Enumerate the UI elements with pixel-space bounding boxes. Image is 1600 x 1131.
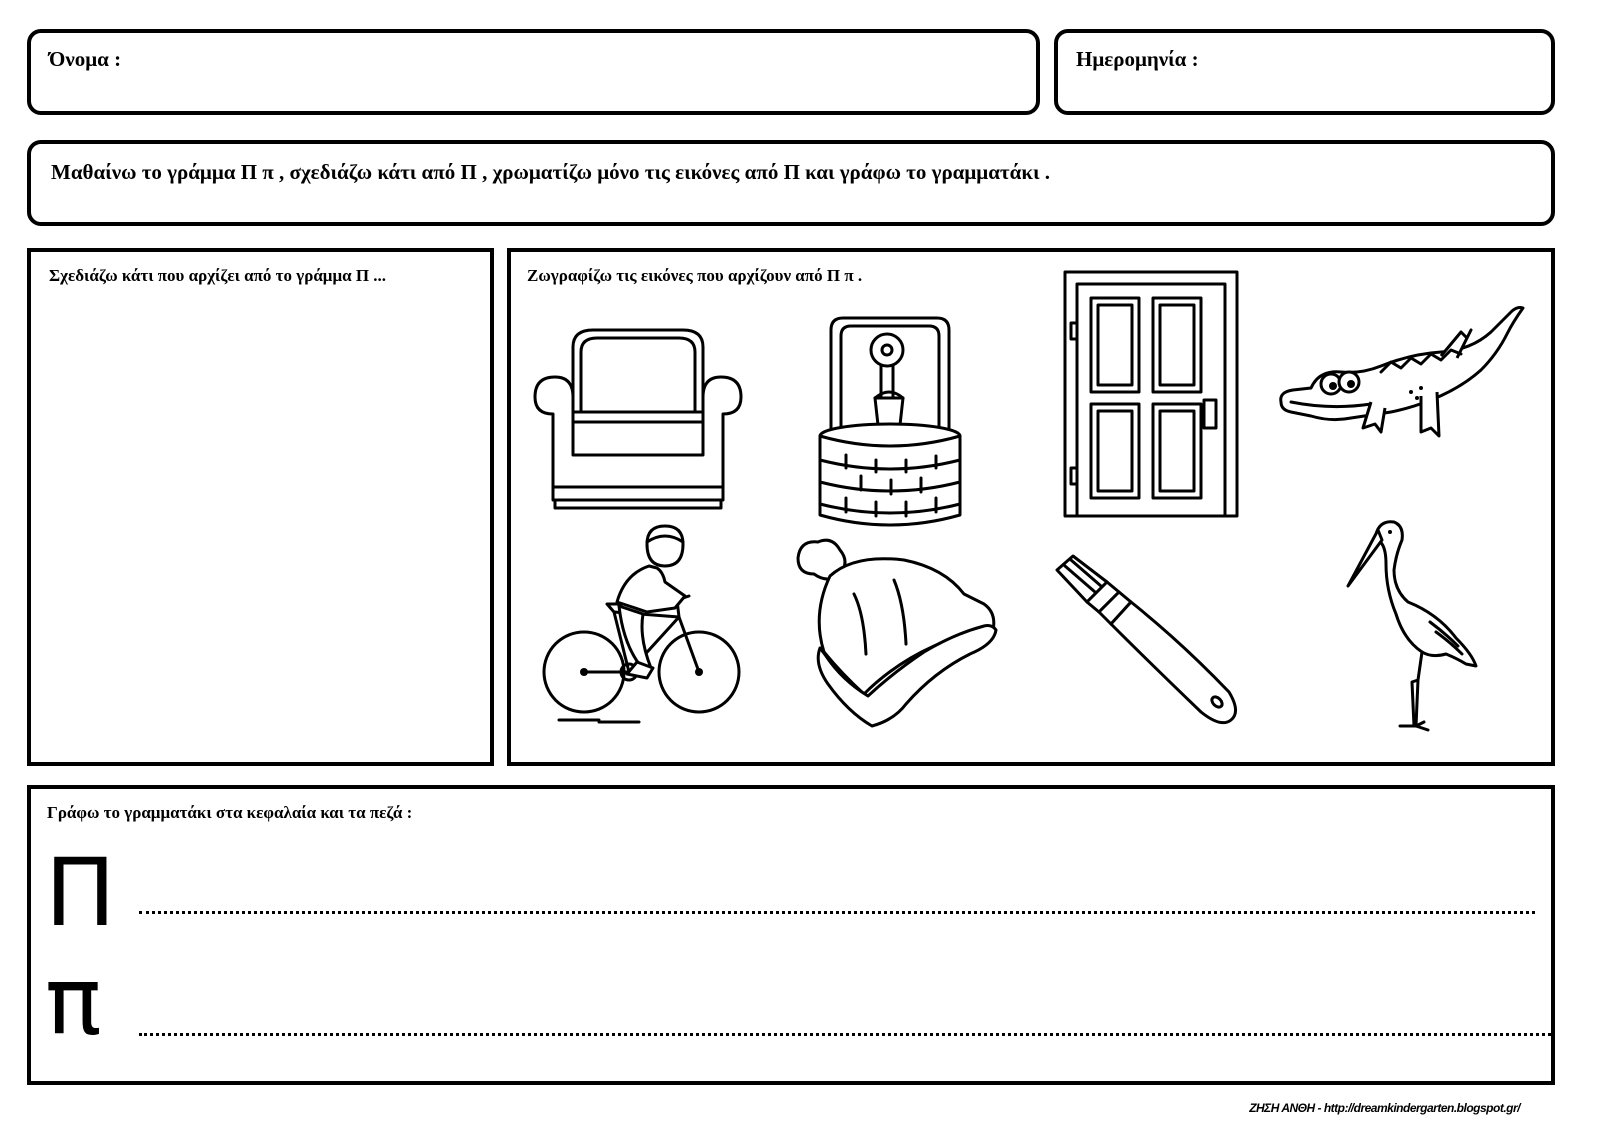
date-box[interactable] bbox=[1054, 29, 1555, 115]
lowercase-writing-line[interactable] bbox=[139, 1033, 1551, 1036]
name-box[interactable] bbox=[27, 29, 1040, 115]
write-panel bbox=[27, 785, 1555, 1085]
date-label: Ημερομηνία : bbox=[1076, 47, 1199, 71]
well-icon[interactable] bbox=[811, 310, 971, 535]
footer-credit: ΖΗΣΗ ΑΝΘΗ - http://dreamkindergarten.blogspot.gr/ bbox=[1249, 1101, 1520, 1115]
armchair-icon[interactable] bbox=[533, 322, 743, 512]
uppercase-writing-line[interactable] bbox=[139, 911, 1535, 914]
winter-hat-icon[interactable] bbox=[794, 534, 1004, 734]
name-label: Όνομα : bbox=[49, 47, 122, 71]
instructions-box bbox=[27, 140, 1555, 226]
door-icon[interactable] bbox=[1061, 268, 1241, 520]
uppercase-letter: Π bbox=[45, 839, 116, 948]
draw-panel-label: Σχεδιάζω κάτι που αρχίζει από το γράμμα Π ... bbox=[49, 266, 387, 285]
color-panel bbox=[507, 248, 1555, 766]
write-panel-label: Γράφω το γραμματάκι στα κεφαλαία και τα πεζά : bbox=[47, 803, 413, 822]
stork-icon[interactable] bbox=[1346, 514, 1496, 734]
crocodile-icon[interactable] bbox=[1271, 292, 1531, 462]
lowercase-letter: π bbox=[45, 947, 102, 1056]
draw-panel[interactable] bbox=[27, 248, 494, 766]
cyclist-icon[interactable] bbox=[539, 522, 749, 732]
color-panel-label: Ζωγραφίζω τις εικόνες που αρχίζουν από Π π . bbox=[527, 266, 863, 285]
paintbrush-icon[interactable] bbox=[1051, 552, 1251, 732]
instructions-text: Μαθαίνω το γράμμα Π π , σχεδιάζω κάτι από Π , χρωματίζω μόνο τις εικόνες από Π και γράφω το γραμματάκι . bbox=[51, 160, 1050, 184]
